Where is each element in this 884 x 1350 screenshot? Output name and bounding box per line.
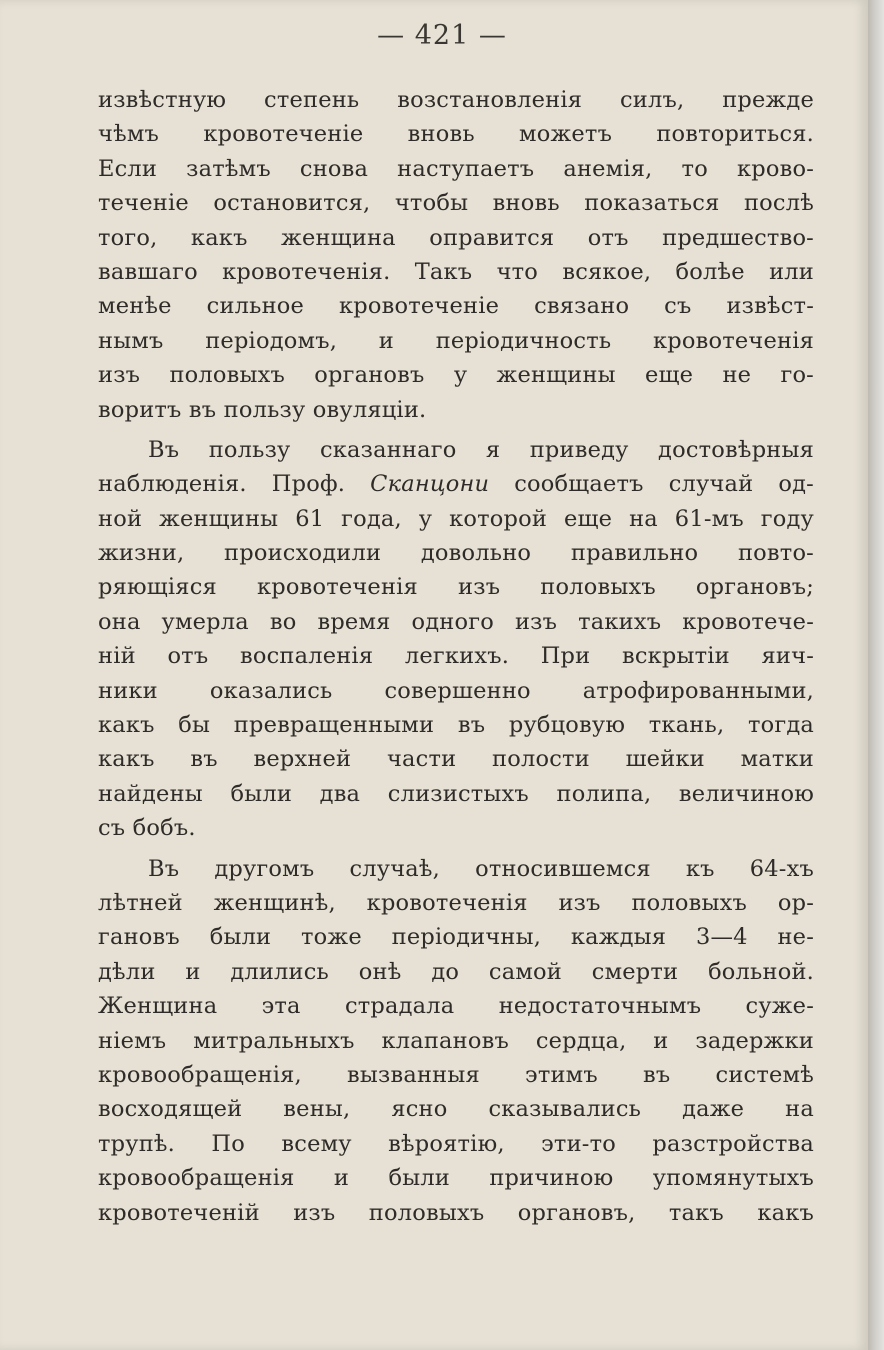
text-line: восходящей вены, ясно сказывались даже на — [98, 1096, 814, 1123]
paragraph-2 — [98, 433, 814, 846]
paragraph-1 — [98, 83, 814, 427]
text-line: какъ бы превращенными въ рубцовую ткань, тогда — [98, 712, 814, 739]
text-line: ряющіяся кровотеченія изъ половыхъ органовъ; — [98, 574, 814, 601]
text-line: воритъ въ пользу овуляціи. — [98, 396, 427, 423]
text-line: Въ пользу сказаннаго я приведу достовѣрныя — [148, 436, 814, 463]
text-line: ники оказались совершенно атрофированными, — [98, 677, 814, 704]
text-line: съ бобъ. — [98, 815, 196, 842]
text-line — [98, 467, 814, 501]
text-line: жизни, происходили довольно правильно повто- — [98, 540, 814, 567]
text-line: кровотеченій изъ половыхъ органовъ, такъ какъ — [98, 1199, 814, 1226]
text-line: лѣтней женщинѣ, кровотеченія изъ половыхъ ор- — [98, 889, 814, 916]
text-line: гановъ были тоже періодичны, каждыя 3—4 не- — [98, 924, 814, 951]
text-line: извѣстную степень возстановленія силъ, прежде — [98, 87, 814, 113]
text-line: кровообращенія и были причиною упомянутыхъ — [98, 1165, 814, 1192]
text-line: ной женщины 61 года, у которой еще на 61-мъ году — [98, 505, 814, 532]
text-line: менѣе сильное кровотеченіе связано съ извѣст- — [98, 293, 814, 320]
text-line: изъ половыхъ органовъ у женщины еще не го- — [98, 362, 814, 389]
text-line: нымъ періодомъ, и періодичность кровотеченія — [98, 327, 814, 354]
text-line: кровообращенія, вызванныя этимъ въ системѣ — [98, 1061, 814, 1088]
text-line: теченіе остановится, чтобы вновь показаться послѣ — [98, 190, 814, 217]
page-edge — [868, 0, 884, 1350]
page-number: — 421 — — [377, 20, 507, 51]
text-line: того, какъ женщина оправится отъ предшество- — [98, 224, 814, 251]
author-name: Сканцони — [370, 471, 490, 498]
text-line: чѣмъ кровотеченіе вновь можетъ повториться. — [98, 121, 814, 148]
text-line: Если затѣмъ снова наступаетъ анемія, то крово- — [98, 155, 814, 182]
text-line: ній отъ воспаленія легкихъ. При вскрытіи яич- — [98, 643, 814, 670]
text-line: Въ другомъ случаѣ, относившемся къ 64-хъ — [148, 855, 814, 882]
paragraph-3 — [98, 852, 814, 1230]
text-run: сообщаетъ случай од- — [489, 471, 814, 498]
text-line: вавшаго кровотеченія. Такъ что всякое, болѣе или — [98, 258, 814, 285]
body-text — [98, 83, 814, 1230]
text-line: она умерла во время одного изъ такихъ кровотече- — [98, 608, 814, 635]
text-line: Женщина эта страдала недостаточнымъ суже- — [98, 993, 814, 1020]
text-line: найдены были два слизистыхъ полипа, величиною — [98, 780, 814, 807]
text-line: какъ въ верхней части полости шейки матки — [98, 746, 814, 773]
text-run: наблюденія. Проф. — [98, 471, 371, 498]
text-line: трупѣ. По всему вѣроятію, эти-то разстройства — [98, 1130, 814, 1157]
text-line: дѣли и длились онѣ до самой смерти больной. — [98, 958, 814, 985]
text-line: ніемъ митральныхъ клапановъ сердца, и задержки — [98, 1027, 814, 1054]
